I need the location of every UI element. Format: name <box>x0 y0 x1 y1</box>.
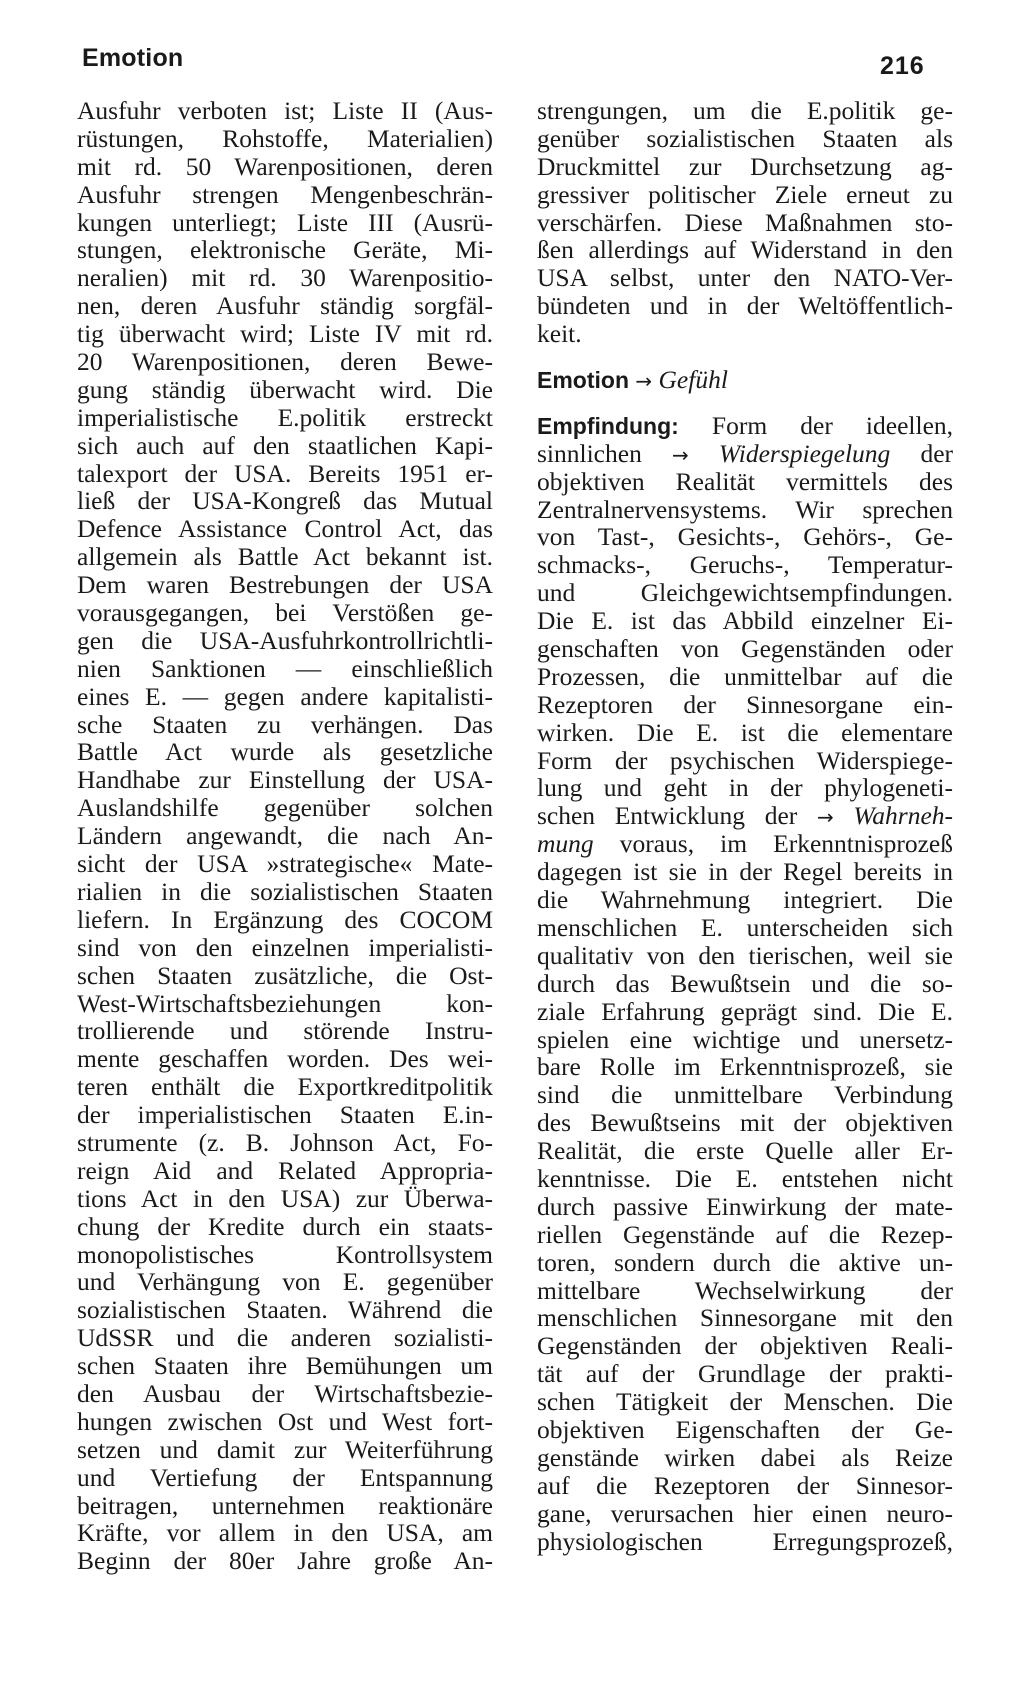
text-line: schmacks-, Geruchs-, Temperatur- <box>537 550 953 580</box>
text-line: Ländern angewandt, die nach An- <box>77 821 493 851</box>
text-line: toren, sondern durch die aktive un- <box>537 1247 953 1277</box>
text-line: gung ständig überwacht wird. Die <box>77 374 493 404</box>
text-line: Ausfuhr strengen Mengenbeschrän- <box>77 179 493 209</box>
text-line: verschärfen. Diese Maßnahmen sto- <box>537 207 953 237</box>
text-line: Dem waren Bestrebungen der USA <box>77 570 493 600</box>
text-line: rüstungen, Rohstoffe, Materialien) <box>77 123 493 153</box>
text-line: dagegen ist sie in der Regel bereits in <box>537 857 953 887</box>
text-line: menschlichen Sinnesorgane mit den <box>537 1303 953 1333</box>
text-line: gane, verursachen hier einen neuro- <box>537 1498 953 1528</box>
text-line: bündeten und in der Weltöffentlich- <box>537 291 953 321</box>
text-line: sche Staaten zu verhängen. Das <box>77 709 493 739</box>
text-line: durch das Bewußtsein und die so- <box>537 968 953 998</box>
text-line: hungen zwischen Ost und West fort- <box>77 1406 493 1436</box>
text-line: der imperialistischen Staaten E.in- <box>77 1100 493 1130</box>
text-line: stungen, elektronische Geräte, Mi- <box>77 235 493 265</box>
text-line: schen Tätigkeit der Menschen. Die <box>537 1387 953 1417</box>
text-line: den Ausbau der Wirtschaftsbezie- <box>77 1378 493 1408</box>
text-line: tig überwacht wird; Liste IV mit rd. <box>77 319 493 349</box>
cross-reference: Wahrneh- <box>853 801 954 831</box>
text-line: lung und geht in der phylogeneti- <box>537 773 953 803</box>
text-line <box>537 802 953 830</box>
text-line: setzen und damit zur Weiterführung <box>77 1434 493 1464</box>
text-line: ließ der USA-Kongreß das Mutual <box>77 486 493 516</box>
text-line: genüber sozialistischen Staaten als <box>537 123 953 153</box>
text-line <box>537 830 953 858</box>
text-line: mit rd. 50 Warenpositionen, deren <box>77 151 493 181</box>
text-line: mittelbare Wechselwirkung der <box>537 1275 953 1305</box>
cross-reference: Widerspiegelung <box>718 438 891 468</box>
text-line: kenntnisse. Die E. entstehen nicht <box>537 1163 953 1193</box>
text-line: beitragen, unternehmen reaktionäre <box>77 1490 493 1520</box>
text-line <box>537 440 953 468</box>
entry-gap <box>537 348 953 366</box>
text-line: gen die USA-Ausfuhrkontrollrichtli- <box>77 625 493 655</box>
text-line: West-Wirtschaftsbeziehungen kon- <box>77 988 493 1018</box>
text-line: tions Act in den USA) zur Überwa- <box>77 1183 493 1213</box>
text-line: wirken. Die E. ist die elementare <box>537 717 953 747</box>
text-line: von Tast-, Gesichts-, Gehörs-, Ge- <box>537 522 953 552</box>
text-line: strengungen, um die E.politik ge- <box>537 96 953 125</box>
text-line: Kräfte, vor allem in den USA, am <box>77 1518 493 1548</box>
text-line: chung der Kredite durch ein staats- <box>77 1211 493 1241</box>
text-line: riellen Gegenstände auf die Rezep- <box>537 1219 953 1249</box>
text-line: ßen allerdings auf Widerstand in den <box>537 235 953 265</box>
text-line: durch passive Einwirkung der mate- <box>537 1191 953 1221</box>
text-line: des Bewußtseins mit der objektiven <box>537 1108 953 1138</box>
entry-empfindung-first-line <box>537 412 953 440</box>
text-line: Handhabe zur Einstellung der USA- <box>77 765 493 795</box>
text-line: UdSSR und die anderen sozialisti- <box>77 1323 493 1353</box>
cross-reference-arrow-icon: → <box>671 442 689 467</box>
text-line: bare Rolle im Erkenntnisprozeß, sie <box>537 1052 953 1082</box>
text-line: imperialistische E.politik erstreckt <box>77 402 493 432</box>
cross-reference: Gefühl <box>658 365 728 395</box>
left-column <box>77 97 493 1575</box>
text-line: Die E. ist das Abbild einzelner Ei- <box>537 606 953 636</box>
text-line: sind die unmittelbare Verbindung <box>537 1080 953 1110</box>
headword: Emotion <box>537 367 629 394</box>
text-line: liefern. In Ergänzung des COCOM <box>77 904 493 934</box>
text-line: eines E. — gegen andere kapitalisti- <box>77 681 493 711</box>
text-line: strumente (z. B. Johnson Act, Fo- <box>77 1127 493 1157</box>
text-line: die Wahrnehmung integriert. Die <box>537 885 953 915</box>
text-line: trollierende und störende Instru- <box>77 1016 493 1046</box>
running-head: Emotion <box>82 44 184 72</box>
text-line: keit. <box>537 319 582 349</box>
definition-text: Form der ideellen, <box>711 410 954 440</box>
text-line: Defence Assistance Control Act, das <box>77 514 493 544</box>
text-line: objektiven Eigenschaften der Ge- <box>537 1414 953 1444</box>
right-column <box>537 97 953 1555</box>
text-line: Prozessen, die unmittelbar auf die <box>537 661 953 691</box>
text-line: Battle Act wurde als gesetzliche <box>77 737 493 767</box>
text-line: und Gleichgewichtsempfindungen. <box>537 578 953 608</box>
cross-reference-arrow-icon: → <box>816 805 834 830</box>
text-line: Beginn der 80er Jahre große An- <box>77 1546 493 1576</box>
text-line: Rezeptoren der Sinnesorgane ein- <box>537 689 953 719</box>
text-line: nien Sanktionen — einschließlich <box>77 653 493 683</box>
text-line: USA selbst, unter den NATO-Ver- <box>537 263 953 293</box>
text-line: Zentralnervensystems. Wir sprechen <box>537 494 953 524</box>
text-line: allgemein als Battle Act bekannt ist. <box>77 542 493 572</box>
text-line: auf die Rezeptoren der Sinnesor- <box>537 1470 953 1500</box>
text-line: 20 Warenpositionen, deren Bewe- <box>77 347 493 377</box>
text-line: schen Staaten ihre Bemühungen um <box>77 1351 493 1381</box>
text-line: neralien) mit rd. 30 Warenpositio- <box>77 263 493 293</box>
text-line: Auslandshilfe gegenüber solchen <box>77 793 493 823</box>
text-line: Realität, die erste Quelle aller Er- <box>537 1136 953 1166</box>
entry-emotion <box>537 366 953 394</box>
text-line: schen Staaten zusätzliche, die Ost- <box>77 960 493 990</box>
text-line: Gegenständen der objektiven Reali- <box>537 1331 953 1361</box>
definition-text: voraus, im Erkenntnisprozeß <box>619 829 953 859</box>
definition-text: schen Entwicklung der <box>537 801 798 831</box>
text-line: objektiven Realität vermittels des <box>537 466 953 496</box>
text-line: Druckmittel zur Durchsetzung ag- <box>537 151 953 181</box>
text-line: gressiver politischer Ziele erneut zu <box>537 179 953 209</box>
text-line: rialien in die sozialistischen Staaten <box>77 876 493 906</box>
text-line: reign Aid and Related Appropria- <box>77 1155 493 1185</box>
cross-reference-arrow-icon: → <box>635 369 653 394</box>
text-line: und Vertiefung der Entspannung <box>77 1462 493 1492</box>
text-line: menschlichen E. unterscheiden sich <box>537 912 953 942</box>
text-line: tät auf der Grundlage der prakti- <box>537 1359 953 1389</box>
text-line: sozialistischen Staaten. Während die <box>77 1295 493 1325</box>
text-line: sicht der USA »strategische« Mate- <box>77 849 493 879</box>
definition-text: sinnlichen <box>537 438 642 468</box>
cross-reference: mung <box>537 829 594 859</box>
entry-gap <box>537 394 953 412</box>
text-line: genschaften von Gegenständen oder <box>537 634 953 664</box>
text-line: sind von den einzelnen imperialisti- <box>77 932 493 962</box>
text-line: mente geschaffen worden. Des wei- <box>77 1044 493 1074</box>
page-number: 216 <box>880 52 925 80</box>
text-line: monopolistisches Kontrollsystem <box>77 1239 493 1269</box>
text-line: Form der psychischen Widerspiege- <box>537 745 953 775</box>
text-line: sich auch auf den staatlichen Kapi- <box>77 430 493 460</box>
text-line: Ausfuhr verboten ist; Liste II (Aus- <box>77 96 493 125</box>
text-line: ziale Erfahrung geprägt sind. Die E. <box>537 996 953 1026</box>
text-line: kungen unterliegt; Liste III (Ausrü- <box>77 207 493 237</box>
headword: Empfindung: <box>537 412 679 439</box>
text-line: spielen eine wichtige und unersetz- <box>537 1024 953 1054</box>
text-line: vorausgegangen, bei Verstößen ge- <box>77 598 493 628</box>
text-line: qualitativ von den tierischen, weil sie <box>537 940 953 970</box>
text-line: und Verhängung von E. gegenüber <box>77 1267 493 1297</box>
text-line: nen, deren Ausfuhr ständig sorgfäl- <box>77 291 493 321</box>
text-line: talexport der USA. Bereits 1951 er- <box>77 458 493 488</box>
definition-text: der <box>920 438 954 468</box>
text-line: physiologischen Erregungsprozeß, <box>537 1526 953 1556</box>
text-line: genstände wirken dabei als Reize <box>537 1442 953 1472</box>
text-line: teren enthält die Exportkreditpolitik <box>77 1072 493 1102</box>
